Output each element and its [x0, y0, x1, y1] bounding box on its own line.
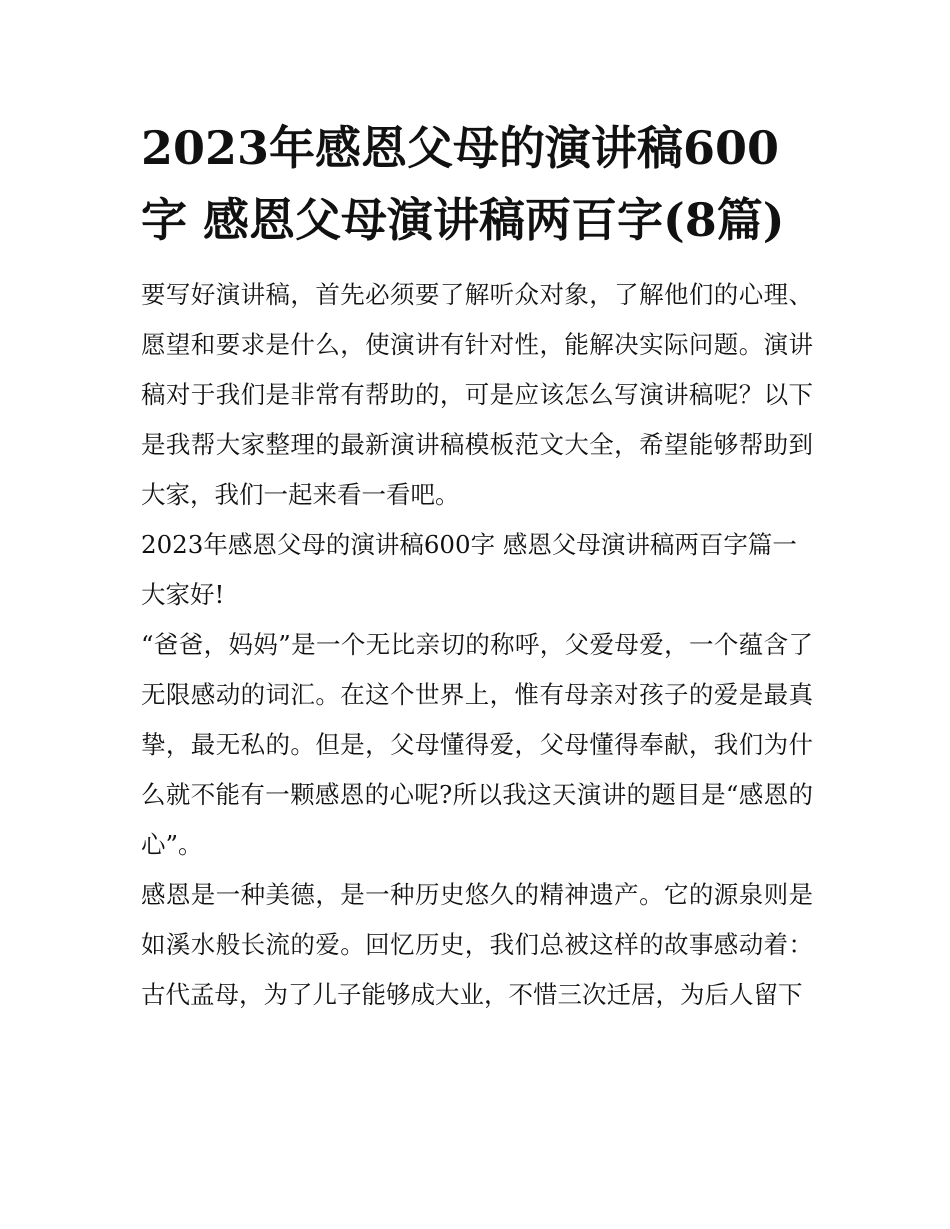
body-paragraph: 感恩是一种美德，是一种历史悠久的精神遗产。它的源泉则是如溪水般长流的爱。回忆历史，我们总被这样的故事感动着：古代孟母，为了儿子能够成大业，不惜三次迁居，为后人留下: [141, 880, 813, 1009]
document-page: [141, 112, 813, 1020]
body-paragraph: “爸爸，妈妈”是一个无比亲切的称呼，父爱母爱，一个蕴含了无限感动的词汇。在这个世界上，惟有母亲对孩子的爱是最真挚，最无私的。但是，父母懂得爱，父母懂得奉献，我们为什么就不能有一颗感恩的心呢?所以我这天演讲的题目是“感恩的心”。: [141, 630, 813, 859]
document-title: 2023年感恩父母的演讲稿600字 感恩父母演讲稿两百字(8篇): [141, 121, 785, 247]
section-heading: 2023年感恩父母的演讲稿600字 感恩父母演讲稿两百字篇一: [141, 530, 797, 559]
intro-paragraph: 要写好演讲稿，首先必须要了解听众对象，了解他们的心理、愿望和要求是什么，使演讲有针对性，能解决实际问题。演讲稿对于我们是非常有帮助的，可是应该怎么写演讲稿呢？以下是我帮大家整理的最新演讲稿模板范文大全，希望能够帮助到大家，我们一起来看一看吧。: [141, 280, 813, 509]
greeting-paragraph: 大家好!: [141, 580, 225, 609]
